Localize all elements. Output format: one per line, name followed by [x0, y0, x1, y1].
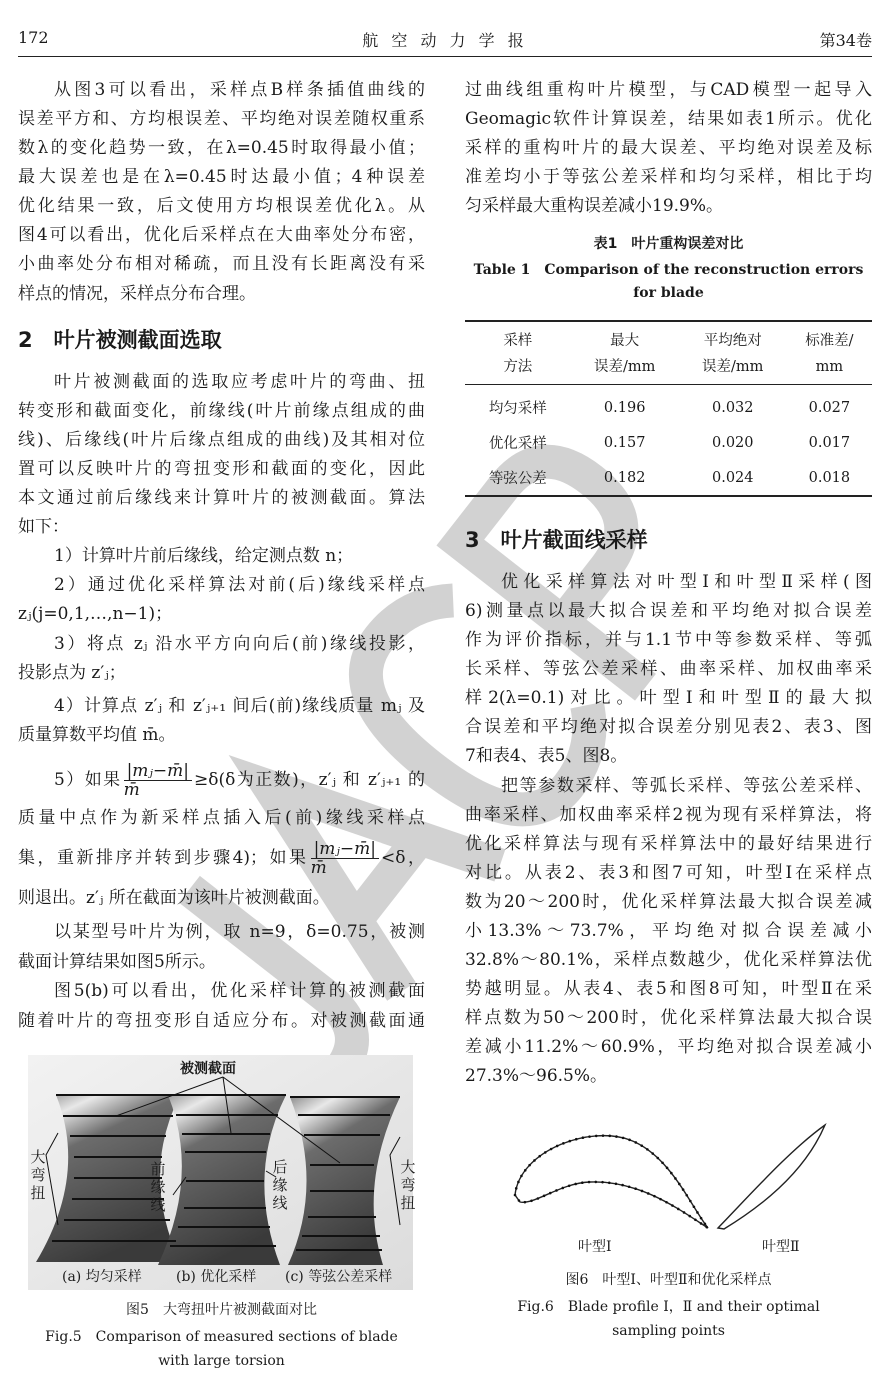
- table-header-cell: [571, 321, 679, 385]
- text-line: 样2(λ=0.1)对比。叶型Ⅰ和叶型Ⅱ的最大拟: [465, 688, 872, 708]
- table1: [465, 320, 872, 497]
- sampling-point: [671, 1204, 674, 1207]
- sampling-point: [515, 1187, 518, 1190]
- journal-title: 航 空 动 力 学 报: [362, 31, 528, 50]
- text-line: 4）计算点 z′ⱼ 和 z′ⱼ₊₁ 间后(前)缘线质量 mⱼ 及: [54, 696, 425, 716]
- text-line: 则退出。z′ⱼ 所在截面为该叶片被测截面。: [18, 888, 330, 908]
- sampling-point: [682, 1188, 685, 1191]
- sampling-point: [568, 1140, 571, 1143]
- blade-profile-2-curve: [718, 1125, 825, 1229]
- text-line: 7和表4、表5、图8。: [465, 746, 628, 766]
- line-prefix: 5）如果: [54, 770, 122, 790]
- sampling-point: [651, 1152, 654, 1155]
- table-cell: 0.157: [603, 434, 646, 451]
- sampling-point: [621, 1184, 624, 1187]
- sampling-point: [685, 1194, 688, 1197]
- sampling-point: [574, 1183, 577, 1186]
- table-cell: 等弦公差: [465, 460, 571, 496]
- figure5-sub-a: (a) 均匀采样: [62, 1269, 142, 1285]
- table-cell: 0.032: [711, 399, 754, 416]
- header-text: 采样: [503, 333, 533, 349]
- sampling-point: [628, 1185, 631, 1188]
- text-line: 优化采样算法对叶型Ⅰ和叶型Ⅱ采样(图: [501, 572, 872, 592]
- figure6-blade-profiles: [480, 1110, 860, 1232]
- sampling-point: [646, 1148, 649, 1151]
- text-line: 数λ的变化趋势一致，在λ=0.45时取得最小值；: [18, 138, 425, 158]
- text-line: 样点的情况，采样点分布合理。: [18, 284, 256, 304]
- figure5-label-sections: 被测截面: [180, 1061, 236, 1077]
- fraction-numerator: |mⱼ−m̄|: [311, 840, 379, 859]
- figure5-sub-b: (b) 优化采样: [176, 1269, 257, 1285]
- text-line: 优化结果一致，后文使用方均根误差优化λ。从: [18, 196, 425, 216]
- sampling-point: [561, 1187, 564, 1190]
- section-heading-3: 3 叶片截面线采样: [465, 528, 648, 552]
- line-suffix: <δ，: [381, 848, 426, 868]
- text-line: 32.8%～80.1%，采样点数越少，优化采样算法优: [465, 950, 872, 970]
- sampling-point: [615, 1135, 618, 1138]
- text-line: 6)测量点以最大拟合误差和平均绝对拟合误差: [465, 601, 872, 621]
- figure6-caption-en-2: sampling points: [612, 1323, 725, 1339]
- text-line: 对比。从表2、表3和图7可知，叶型Ⅰ在采样点: [465, 863, 872, 883]
- sampling-point: [704, 1222, 707, 1225]
- sampling-point: [700, 1222, 703, 1225]
- line-suffix: ≥δ(δ为正数)，z′ⱼ 和 z′ⱼ₊₁ 的: [194, 770, 425, 790]
- volume-label: 第34卷: [819, 31, 872, 50]
- blade-profile-1-curve: [515, 1136, 708, 1228]
- sampling-point: [647, 1192, 650, 1195]
- sampling-point: [530, 1199, 533, 1202]
- fraction-denominator: m̄: [123, 780, 140, 800]
- figure6-label-profile-1: 叶型Ⅰ: [578, 1239, 612, 1255]
- text-line: 把等参数采样、等弧长采样、等弦公差采样、: [501, 776, 872, 796]
- sampling-point: [640, 1144, 643, 1147]
- table1-title-en-2: for blade: [633, 285, 704, 301]
- sampling-point: [528, 1164, 531, 1167]
- text-line: 合误差和平均绝对拟合误差分别见表2、表3、图: [465, 717, 872, 737]
- text-line: 过曲线组重构叶片模型，与CAD模型一起导入: [465, 80, 872, 100]
- sampling-point: [608, 1135, 611, 1138]
- sampling-point: [520, 1175, 523, 1178]
- text-line: [18, 838, 425, 878]
- text-line: 27.3%～96.5%。: [465, 1066, 608, 1086]
- figure5-blades-image: [28, 1055, 413, 1290]
- text-line: 优化采样算法与现有采样算法中的最好结果进行: [465, 834, 872, 854]
- sampling-point: [628, 1139, 631, 1142]
- sampling-point: [659, 1198, 662, 1201]
- table-header-cell: [787, 321, 872, 385]
- table-row: [465, 460, 872, 496]
- sampling-point: [588, 1135, 591, 1138]
- line-prefix: 集，重新排序并转到步骤4)；如果: [18, 848, 309, 868]
- figure6-label-profile-2: 叶型Ⅱ: [762, 1239, 800, 1255]
- text-line: Geomagic软件计算误差，结果如表1所示。优化: [465, 109, 872, 129]
- text-line: 采样的重构叶片的最大误差、平均绝对误差及标: [465, 138, 872, 158]
- text-line: 图5(b)可以看出，优化采样计算的被测截面: [54, 981, 425, 1001]
- table-header-cell: [465, 321, 571, 385]
- text-line: 长采样、等弦公差采样、曲率采样、加权曲率采: [465, 659, 872, 679]
- text-line: 误差平方和、方均根误差、平均绝对误差随权重系: [18, 109, 425, 129]
- sampling-point: [670, 1172, 673, 1175]
- sampling-point: [677, 1208, 680, 1211]
- table-cell: 0.024: [679, 460, 787, 496]
- figure6-caption-cn: 图6 叶型Ⅰ、叶型Ⅱ和优化采样点: [565, 1272, 772, 1288]
- table-cell: 0.018: [787, 460, 872, 496]
- sampling-point: [594, 1181, 597, 1184]
- sampling-point: [634, 1141, 637, 1144]
- sampling-point: [562, 1142, 565, 1145]
- text-line: 以某型号叶片为例，取 n=9，δ=0.75，被测: [54, 922, 425, 942]
- text-line: 势越明显。从表4、表5和图8可知，叶型Ⅱ在采: [465, 979, 872, 999]
- sampling-point: [582, 1136, 585, 1139]
- header-text: 标准差/: [805, 333, 854, 349]
- sampling-point: [693, 1205, 696, 1208]
- sampling-point: [656, 1157, 659, 1160]
- sampling-point: [696, 1211, 699, 1214]
- text-line: 如下：: [18, 517, 69, 537]
- sampling-point: [581, 1181, 584, 1184]
- header-text: mm: [815, 359, 844, 375]
- table1-title-en: Table 1 Comparison of the reconstruction errors: [473, 262, 864, 278]
- text-line: 样点数为50～200时，优化采样算法最大拟合误: [465, 1008, 872, 1028]
- table-cell: 0.027: [808, 399, 851, 416]
- sampling-point: [674, 1177, 677, 1180]
- sampling-point: [683, 1211, 686, 1214]
- figure5-label-big-twist-right: 大弯扭: [400, 1158, 416, 1212]
- sampling-point: [556, 1145, 559, 1148]
- sampling-point: [568, 1184, 571, 1187]
- sampling-point: [689, 1200, 692, 1203]
- sampling-point: [533, 1159, 536, 1162]
- sampling-point: [634, 1187, 637, 1190]
- sampling-point: [641, 1190, 644, 1193]
- table1-title-cn: 表1 叶片重构误差对比: [593, 236, 744, 252]
- text-line: 数为20～200时，优化采样算法最大拟合误差减: [465, 892, 872, 912]
- text-line: 置可以反映叶片的弯扭变形和截面的变化，因此: [18, 459, 425, 479]
- header-text: 误差/mm: [702, 359, 764, 375]
- text-line: 叶片被测截面的选取应考虑叶片的弯曲、扭: [54, 372, 425, 392]
- figure5-sub-c: (c) 等弦公差采样: [285, 1269, 393, 1285]
- figure5-label-leading-edge: 前缘线: [150, 1160, 166, 1214]
- sampling-point: [622, 1137, 625, 1140]
- text-line: 匀采样最大重构误差减小19.9%。: [465, 196, 724, 216]
- sampling-point: [595, 1135, 598, 1138]
- text-line: 随着叶片的弯扭变形自适应分布。对被测截面通: [18, 1011, 425, 1031]
- sampling-point: [661, 1161, 664, 1164]
- fraction: [311, 840, 379, 877]
- text-line: 曲率采样、加权曲率采样2视为现有采样算法，将: [465, 805, 872, 825]
- text-line: 线)、后缘线(叶片后缘点组成的曲线)及其相对位: [18, 430, 425, 450]
- sampling-point: [694, 1218, 697, 1221]
- sampling-point: [543, 1195, 546, 1198]
- sampling-point: [678, 1183, 681, 1186]
- sampling-point: [549, 1192, 552, 1195]
- text-line: 作为评价指标，并与1.1节中等参数采样、等弧: [465, 630, 872, 650]
- sampling-point: [705, 1226, 708, 1229]
- header-rule: [18, 56, 872, 57]
- sampling-point: [588, 1181, 591, 1184]
- sampling-point: [615, 1182, 618, 1185]
- header-text: 误差/mm: [593, 359, 656, 375]
- table-cell: 0.196: [603, 399, 646, 416]
- text-line: 截面计算结果如图5所示。: [18, 952, 216, 972]
- sampling-point: [514, 1194, 517, 1197]
- header-text: 方法: [503, 359, 533, 375]
- text-line: zⱼ(j=0,1,…,n−1)；: [18, 604, 173, 624]
- table-cell: 0.017: [808, 434, 851, 451]
- text-line: 小曲率处分布相对稀疏，而且没有长距离没有采: [18, 254, 425, 274]
- sampling-point: [700, 1217, 703, 1220]
- text-line: 小13.3%～73.7%，平均绝对拟合误差减小: [465, 921, 872, 941]
- text-line: 投影点为 z′ⱼ；: [18, 663, 126, 683]
- text-line: 图4可以看出，优化后采样点在大曲率处分布密，: [18, 225, 425, 245]
- fraction-numerator: |mⱼ−m̄|: [124, 762, 192, 781]
- sampling-point: [665, 1201, 668, 1204]
- sampling-point: [555, 1189, 558, 1192]
- text-line: 质量中点作为新采样点插入后(前)缘线采样点: [18, 808, 425, 828]
- sampling-point: [518, 1199, 521, 1202]
- sampling-point: [538, 1155, 541, 1158]
- sampling-point: [688, 1215, 691, 1218]
- sampling-point: [550, 1148, 553, 1151]
- figure5-caption-en-2: with large torsion: [158, 1353, 285, 1369]
- figure5-label-big-twist-left: 大弯扭: [30, 1148, 46, 1202]
- figure5-caption-cn: 图5 大弯扭叶片被测截面对比: [126, 1302, 317, 1318]
- text-line: 差减小11.2%～60.9%，平均绝对拟合误差减小: [465, 1037, 872, 1057]
- sampling-point: [666, 1167, 669, 1170]
- text-line: 2）通过优化采样算法对前(后)缘线采样点: [54, 575, 425, 595]
- figure5-caption-en: Fig.5 Comparison of measured sections of blade: [45, 1329, 398, 1345]
- table-cell: 均匀采样: [488, 401, 547, 417]
- sampling-point: [653, 1195, 656, 1198]
- section-heading-2: 2 叶片被测截面选取: [18, 328, 222, 352]
- sampling-point: [602, 1134, 605, 1137]
- text-line: 3）将点 zⱼ 沿水平方向向后(前)缘线投影，: [54, 634, 425, 654]
- sampling-points: [514, 1134, 708, 1228]
- table-row: [465, 385, 872, 426]
- text-line: 从图3可以看出，采样点B样条插值曲线的: [54, 80, 425, 100]
- table-cell: 0.182: [571, 460, 679, 496]
- header-text: 平均绝对: [703, 333, 762, 349]
- sampling-point: [601, 1181, 604, 1184]
- table-cell: 优化采样: [488, 436, 547, 452]
- header-text: 最大: [610, 333, 640, 349]
- sampling-point: [575, 1138, 578, 1141]
- table-header-cell: [679, 321, 787, 385]
- sampling-point: [608, 1181, 611, 1184]
- fraction-denominator: m̄: [310, 858, 327, 878]
- text-line: 最大误差也是在λ=0.45时达最小值；4种误差: [18, 167, 425, 187]
- figure5-label-trailing-edge: 后缘线: [272, 1158, 288, 1212]
- text-line: 质量算数平均值 m̄。: [18, 725, 176, 745]
- sampling-point: [524, 1201, 527, 1204]
- sampling-point: [524, 1169, 527, 1172]
- page-number: 172: [18, 28, 49, 47]
- text-line: 准差均小于等弦公差采样和均匀采样，相比于均: [465, 167, 872, 187]
- text-line: 转变形和截面变化，前缘线(叶片前缘点组成的曲: [18, 401, 425, 421]
- table-row: [465, 425, 872, 460]
- sampling-point: [517, 1181, 520, 1184]
- text-line: [54, 760, 425, 800]
- figure6-caption-en: Fig.6 Blade profile Ⅰ，Ⅱ and their optimal: [517, 1299, 820, 1315]
- sampling-point: [537, 1197, 540, 1200]
- sampling-point: [544, 1151, 547, 1154]
- text-line: 本文通过前后缘线来计算叶片的被测截面。算法: [18, 488, 425, 508]
- text-line: 1）计算叶片前后缘线，给定测点数 n；: [54, 546, 354, 566]
- fraction: [124, 762, 192, 799]
- table-cell: 0.020: [711, 434, 754, 451]
